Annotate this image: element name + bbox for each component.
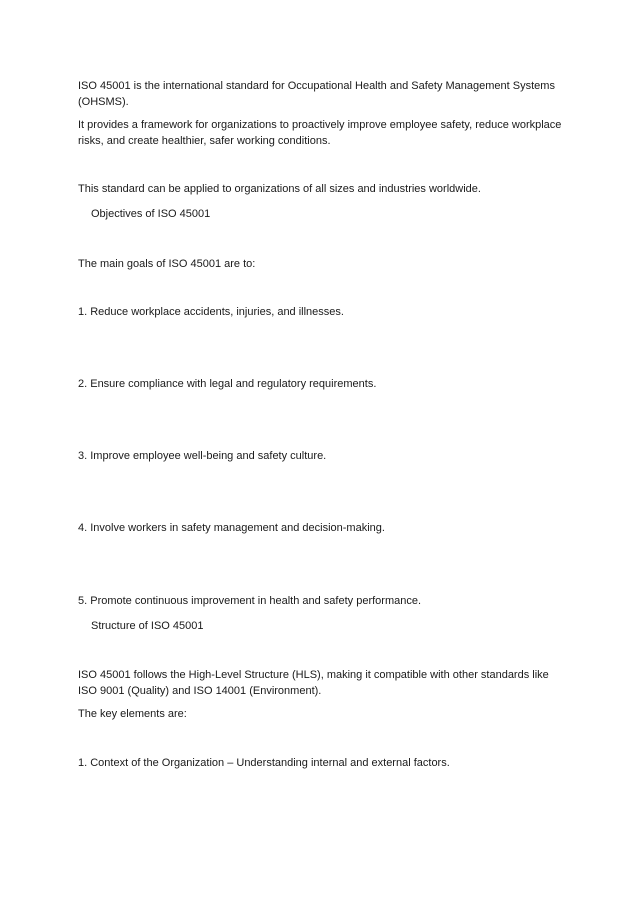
- structure-paragraph-2: The key elements are:: [78, 708, 187, 720]
- objectives-heading: [78, 206, 564, 222]
- intro-paragraph-2: It provides a framework for organizations to proactively improve employee safety, reduce workplace risks, and create healthier, safer working conditions.: [78, 119, 562, 147]
- objectives-lead: The main goals of ISO 45001 are to:: [78, 258, 256, 270]
- objectives-heading-text: Objectives of ISO 45001: [91, 208, 211, 220]
- intro-paragraph-1: ISO 45001 is the international standard for Occupational Health and Safety Management Systems (OHSMS).: [78, 80, 555, 108]
- goal-item-3: 3. Improve employee well-being and safety culture.: [78, 450, 327, 462]
- key-element-1: 1. Context of the Organization – Understanding internal and external factors.: [78, 757, 450, 769]
- structure-heading: [78, 618, 564, 634]
- intro-paragraph-3: This standard can be applied to organizations of all sizes and industries worldwide.: [78, 183, 481, 195]
- structure-paragraph-1: ISO 45001 follows the High-Level Structure (HLS), making it compatible with other standards like ISO 9001 (Quality) and ISO 14001 (Environment).: [78, 669, 549, 697]
- goal-item-1: 1. Reduce workplace accidents, injuries, and illnesses.: [78, 306, 344, 318]
- goal-item-5: 5. Promote continuous improvement in health and safety performance.: [78, 595, 422, 607]
- goal-item-2: 2. Ensure compliance with legal and regulatory requirements.: [78, 378, 377, 390]
- structure-heading-text: Structure of ISO 45001: [91, 620, 204, 632]
- goal-item-4: 4. Involve workers in safety management and decision-making.: [78, 522, 385, 534]
